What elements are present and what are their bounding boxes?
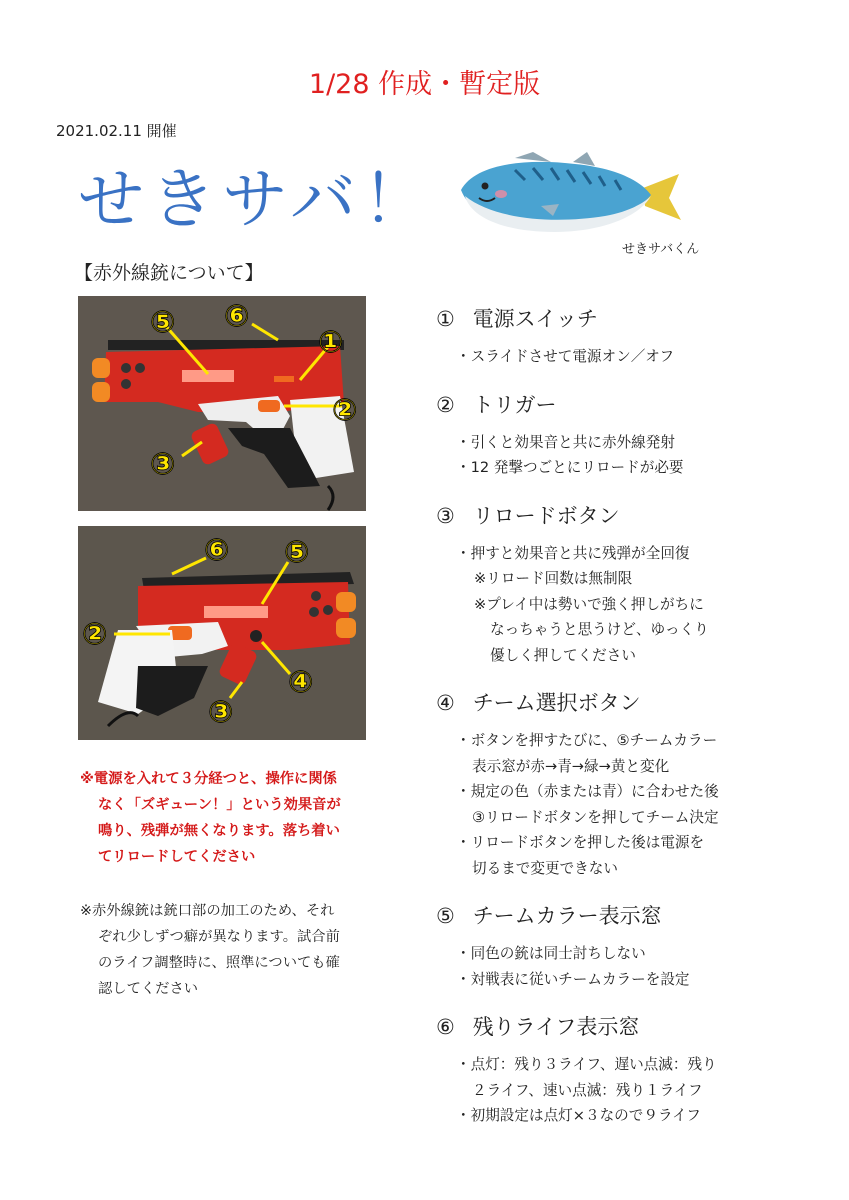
note-line: ぞれ少しずつ癖が異なります。試合前 bbox=[98, 929, 340, 945]
item-line: ※プレイ中は勢いで強く押しがちに bbox=[474, 595, 704, 613]
item-line: ・押すと効果音と共に残弾が全回復 bbox=[456, 544, 690, 562]
item-line: ・初期設定は点灯×３なので９ライフ bbox=[456, 1107, 701, 1124]
item-title: トリガー bbox=[472, 392, 557, 417]
item-line: ・スライドさせて電源オン／オフ bbox=[456, 348, 675, 365]
item-line: ・同色の銃は同士討ちしない bbox=[456, 945, 646, 962]
mackerel-mascot-illustration bbox=[455, 150, 685, 240]
note-line: 認してください bbox=[98, 981, 199, 997]
gun-photo-left-side bbox=[78, 526, 366, 740]
item-line: なっちゃうと思うけど、ゆっくり bbox=[490, 621, 709, 638]
warning-line: ※電源を入れて３分経つと、操作に関係 bbox=[80, 771, 337, 787]
item-number: ① bbox=[436, 307, 455, 331]
label-6: ⑥ bbox=[204, 533, 230, 568]
item-line: ・ボタンを押すたびに、⑤チームカラー bbox=[456, 732, 718, 749]
item-title: 残りライフ表示窓 bbox=[472, 1015, 640, 1039]
item-heading-reload-button bbox=[436, 499, 836, 533]
item-heading-power-switch bbox=[436, 302, 836, 336]
item-title: チームカラー表示窓 bbox=[472, 904, 662, 928]
item-heading-life-window bbox=[436, 1010, 836, 1044]
item-line: ※リロード回数は無制限 bbox=[474, 570, 633, 587]
event-date: 2021.02.11 開催 bbox=[56, 122, 177, 140]
item-line: ③リロードボタンを押してチーム決定 bbox=[472, 808, 719, 826]
label-6: ⑥ bbox=[224, 299, 250, 334]
section-title: 【赤外線銃について】 bbox=[74, 262, 264, 284]
item-line: ・引くと効果音と共に赤外線発射 bbox=[456, 433, 675, 451]
item-line: ・規定の色（赤または青）に合わせた後 bbox=[456, 783, 719, 800]
item-line: 優しく押してください bbox=[490, 646, 636, 664]
item-number: ③ bbox=[436, 503, 455, 528]
label-3: ③ bbox=[208, 695, 234, 730]
power-warning bbox=[80, 766, 370, 870]
item-body bbox=[436, 941, 836, 992]
item-body bbox=[436, 430, 836, 481]
warning-line: なく「ズギューン！」という効果音が bbox=[98, 797, 341, 813]
mascot-caption: せきサバくん bbox=[622, 242, 700, 257]
item-heading-team-select bbox=[436, 686, 836, 720]
item-title: 電源スイッチ bbox=[472, 307, 598, 331]
item-line: 切るまで変更できない bbox=[472, 859, 618, 877]
label-1: ① bbox=[318, 325, 344, 360]
draft-notice: 1/28 作成・暫定版 bbox=[308, 69, 541, 100]
item-line: ・点灯：残り３ライフ、遅い点滅：残り bbox=[456, 1056, 717, 1073]
item-title: チーム選択ボタン bbox=[472, 691, 641, 715]
item-body bbox=[436, 728, 836, 881]
label-5: ⑤ bbox=[284, 535, 310, 570]
item-line: ２ライフ、速い点滅：残り１ライフ bbox=[472, 1081, 703, 1099]
label-5: ⑤ bbox=[150, 305, 176, 340]
item-number: ② bbox=[436, 392, 455, 417]
item-heading-trigger bbox=[436, 388, 836, 422]
item-number: ④ bbox=[436, 691, 455, 715]
item-body bbox=[436, 1052, 836, 1129]
item-line: 表示窓が赤→青→緑→黄と変化 bbox=[472, 757, 670, 775]
item-body bbox=[436, 344, 836, 370]
gun-photo-right-side bbox=[78, 296, 366, 511]
calibration-note bbox=[80, 898, 370, 1002]
label-3: ③ bbox=[150, 447, 176, 482]
item-number: ⑤ bbox=[436, 904, 455, 928]
label-2: ② bbox=[332, 393, 358, 428]
label-4: ④ bbox=[288, 665, 314, 700]
label-2: ② bbox=[82, 617, 108, 652]
feature-list bbox=[436, 302, 836, 1129]
item-number: ⑥ bbox=[436, 1015, 455, 1039]
note-line: ※赤外線銃は銃口部の加工のため、それ bbox=[80, 903, 335, 919]
item-line: ・リロードボタンを押した後は電源を bbox=[456, 834, 705, 851]
warning-line: てリロードしてください bbox=[98, 849, 256, 865]
page-title: せきサバ！ bbox=[78, 161, 435, 238]
item-line: ・12 発撃つごとにリロードが必要 bbox=[456, 459, 684, 476]
item-line: ・対戦表に従いチームカラーを設定 bbox=[456, 970, 690, 988]
item-body bbox=[436, 541, 836, 669]
item-title: リロードボタン bbox=[472, 503, 620, 528]
warning-line: 鳴り、残弾が無くなります。落ち着い bbox=[98, 823, 340, 839]
note-line: のライフ調整時に、照準についても確 bbox=[98, 955, 340, 971]
item-heading-team-color-window bbox=[436, 899, 836, 933]
